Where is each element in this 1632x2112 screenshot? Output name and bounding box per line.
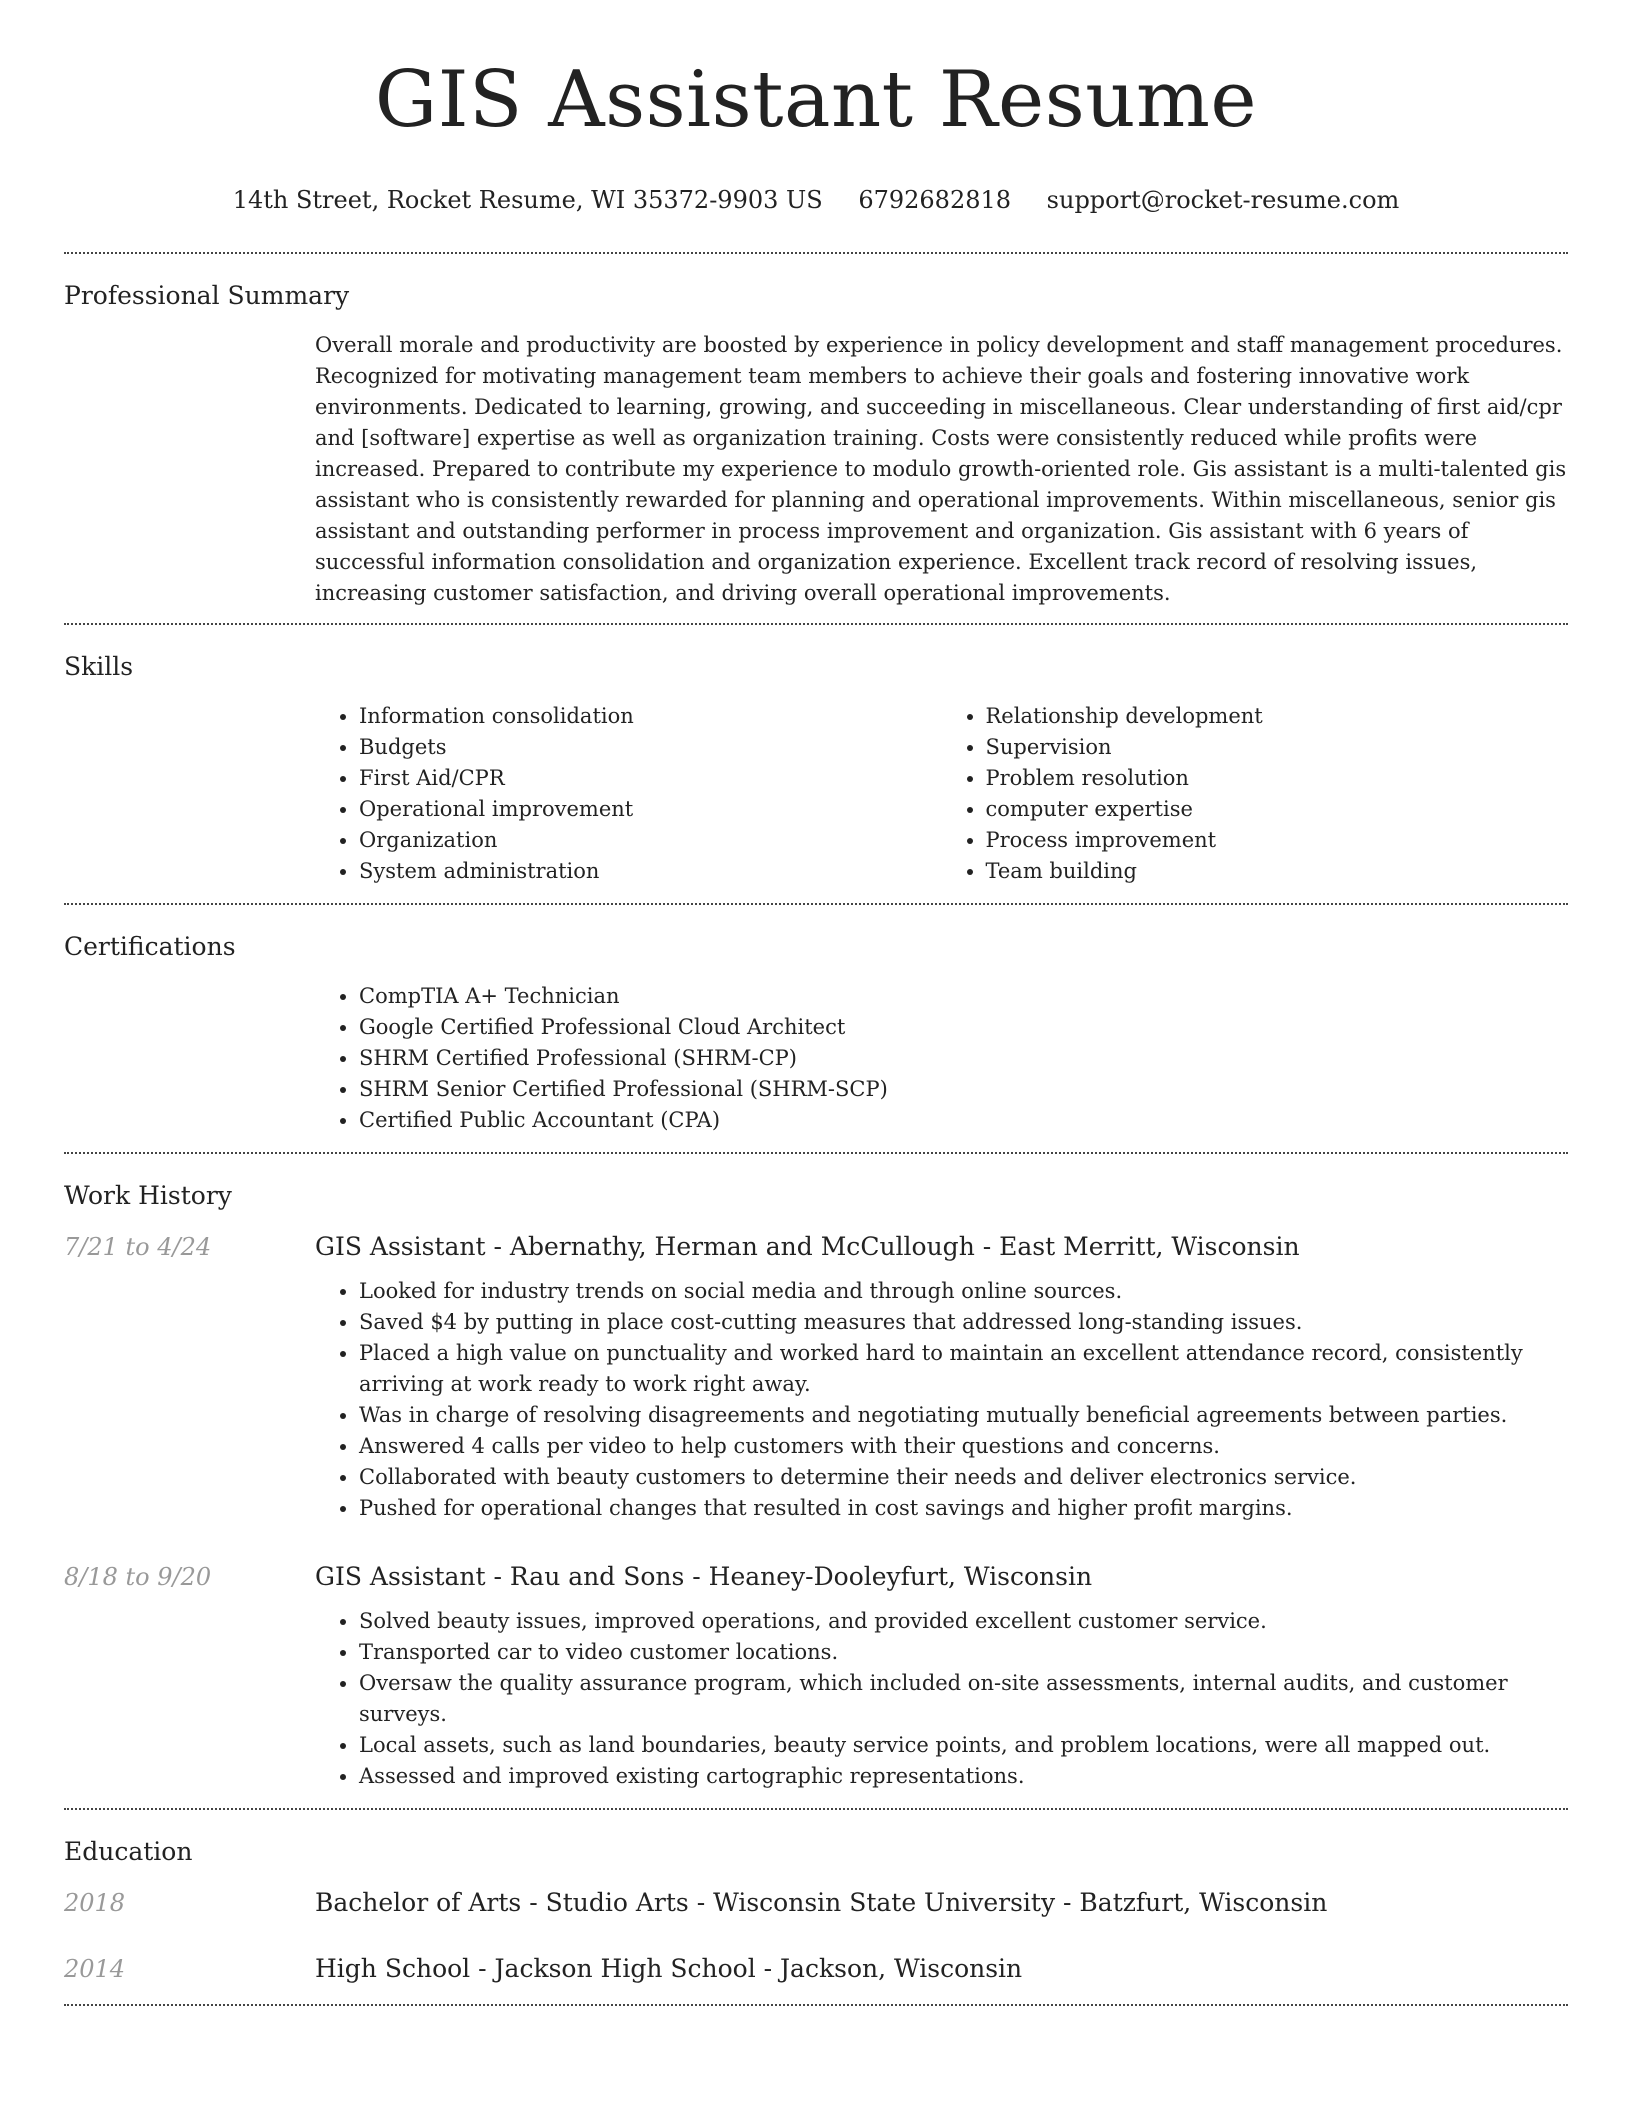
skills-list-right — [942, 701, 1569, 887]
skill-item: • Problem resolution — [986, 763, 1569, 794]
job-bullet: • Placed a high value on punctuality and worked hard to maintain an excellent attendance record, consistently arriving at work ready to work right away. — [359, 1338, 1568, 1400]
skill-item: • First Aid/CPR — [359, 763, 942, 794]
skills-list-left — [315, 701, 942, 887]
job-heading: GIS Assistant - Abernathy, Herman and McCullough - East Merritt, Wisconsin — [315, 1232, 1300, 1261]
skill-item: • Team building — [986, 856, 1569, 887]
job-bullet: • Solved beauty issues, improved operations, and provided excellent customer service. — [359, 1606, 1568, 1637]
certifications-list — [315, 981, 1568, 1136]
job-bullets — [315, 1276, 1568, 1524]
job-bullet: • Transported car to video customer locations. — [359, 1637, 1568, 1668]
job-bullet: • Collaborated with beauty customers to determine their needs and deliver electronics service. — [359, 1462, 1568, 1493]
education-year: 2018 — [64, 1889, 126, 1917]
job-bullet: • Saved $4 by putting in place cost-cutting measures that addressed long-standing issues. — [359, 1307, 1568, 1338]
job-bullet: • Answered 4 calls per video to help customers with their questions and concerns. — [359, 1431, 1568, 1462]
contact-line — [64, 184, 1568, 216]
section-title-education: Education — [64, 1837, 193, 1866]
job-entry — [64, 1230, 1568, 1524]
job-dates: 8/18 to 9/20 — [64, 1563, 212, 1591]
education-year: 2014 — [64, 1955, 126, 1983]
job-entry — [64, 1560, 1568, 1792]
skills-columns — [315, 701, 1568, 887]
job-bullet: • Looked for industry trends on social media and through online sources. — [359, 1276, 1568, 1307]
education-entry — [64, 1886, 1568, 1920]
certification-item: • Google Certified Professional Cloud Architect — [359, 1012, 1568, 1043]
skill-item: • Budgets — [359, 732, 942, 763]
job-bullet: • Oversaw the quality assurance program, which included on-site assessments, internal audits, and customer surveys. — [359, 1668, 1568, 1730]
section-title-work-history: Work History — [64, 1181, 232, 1210]
education-heading: High School - Jackson High School - Jackson, Wisconsin — [315, 1954, 1023, 1983]
professional-summary-section — [64, 254, 1568, 609]
education-heading: Bachelor of Arts - Studio Arts - Wisconsin State University - Batzfurt, Wisconsin — [315, 1888, 1328, 1917]
education-section — [64, 1810, 1568, 1986]
skill-item: • Relationship development — [986, 701, 1569, 732]
certification-item: • SHRM Senior Certified Professional (SHRM-SCP) — [359, 1074, 1568, 1105]
skill-item: • Supervision — [986, 732, 1569, 763]
work-history-section — [64, 1154, 1568, 1792]
skill-item: • Operational improvement — [359, 794, 942, 825]
certification-item: • SHRM Certified Professional (SHRM-CP) — [359, 1043, 1568, 1074]
job-bullet: • Was in charge of resolving disagreements and negotiating mutually beneficial agreements between parties. — [359, 1400, 1568, 1431]
skill-item: • Process improvement — [986, 825, 1569, 856]
section-divider — [64, 2004, 1568, 2006]
skills-section — [64, 625, 1568, 887]
job-bullet: • Local assets, such as land boundaries, beauty service points, and problem locations, were all mapped out. — [359, 1730, 1568, 1761]
skill-item: • computer expertise — [986, 794, 1569, 825]
resume-header — [64, 0, 1568, 216]
skill-item: • Information consolidation — [359, 701, 942, 732]
job-dates: 7/21 to 4/24 — [64, 1233, 212, 1261]
section-title-certifications: Certifications — [64, 932, 236, 961]
contact-phone: 6792682818 — [858, 186, 1012, 214]
contact-email: support@rocket-resume.com — [1046, 186, 1400, 214]
education-entry — [64, 1952, 1568, 1986]
contact-address: 14th Street, Rocket Resume, WI 35372-9903 US — [232, 186, 823, 214]
skill-item: • System administration — [359, 856, 942, 887]
summary-text: Overall morale and productivity are boosted by experience in policy development and staff management procedures. Recognized for motivating management team members to achieve their goals and fostering innovative work environments. Dedicated to learning, growing, and succeeding in miscellaneous. Clear understanding of first aid/cpr and [software] expertise as well as organization training. Costs were consistently reduced while profits were increased. Prepared to contribute my experience to modulo growth-oriented role. Gis assistant is a multi-talented gis assistant who is consistently rewarded for planning and operational improvements. Within miscellaneous, senior gis assistant and outstanding performer in process improvement and organization. Gis assistant with 6 years of successful information consolidation and organization experience. Excellent track record of resolving issues, increasing customer satisfaction, and driving overall operational improvements. — [315, 333, 1567, 605]
section-title-summary: Professional Summary — [64, 281, 350, 310]
job-heading: GIS Assistant - Rau and Sons - Heaney-Dooleyfurt, Wisconsin — [315, 1562, 1093, 1591]
resume-title: GIS Assistant Resume — [374, 55, 1258, 145]
skill-item: • Organization — [359, 825, 942, 856]
job-bullet: • Assessed and improved existing cartographic representations. — [359, 1761, 1568, 1792]
job-bullets — [315, 1606, 1568, 1792]
certifications-section — [64, 905, 1568, 1136]
section-title-skills: Skills — [64, 652, 134, 681]
certification-item: • Certified Public Accountant (CPA) — [359, 1105, 1568, 1136]
certification-item: • CompTIA A+ Technician — [359, 981, 1568, 1012]
job-bullet: • Pushed for operational changes that resulted in cost savings and higher profit margins. — [359, 1493, 1568, 1524]
